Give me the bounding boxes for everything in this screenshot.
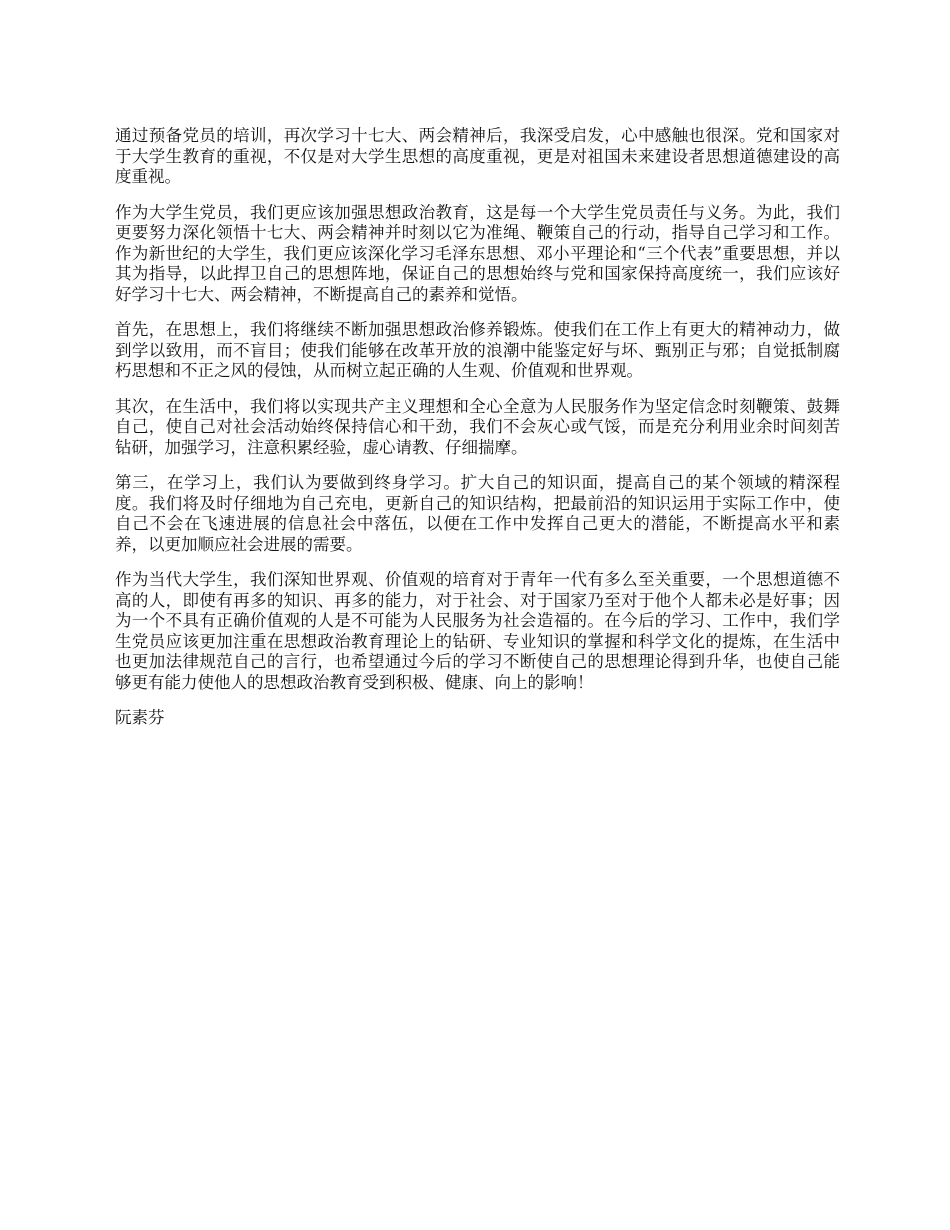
document-page [115, 126, 840, 729]
author-signature: 阮素芬 [115, 708, 165, 727]
paragraph-intro: 通过预备党员的培训，再次学习十七大、两会精神后，我深受启发，心中感触也很深。党和国家对于大学生教育的重视，不仅是对大学生思想的高度重视，更是对祖国未来建设者思想道德建设的高度重视。 [115, 126, 840, 186]
paragraph-life: 其次，在生活中，我们将以实现共产主义理想和全心全意为人民服务作为坚定信念时刻鞭策、鼓舞自己，使自己对社会活动始终保持信心和干劲，我们不会灰心或气馁，而是充分利用业余时间刻苦钻研，加强学习，注意积累经验，虚心请教、仔细揣摩。 [115, 396, 840, 457]
paragraph-study: 第三，在学习上，我们认为要做到终身学习。扩大自己的知识面，提高自己的某个领域的精深程度。我们将及时仔细地为自己充电，更新自己的知识结构，把最前沿的知识运用于实际工作中，使自己不会在飞速进展的信息社会中落伍，以便在工作中发挥自己更大的潜能，不断提高水平和素养，以更加顺应社会进展的需要。 [115, 473, 840, 554]
paragraph-thought: 首先，在思想上，我们将继续不断加强思想政治修养锻炼。使我们在工作上有更大的精神动力，做到学以致用，而不盲目；使我们能够在改革开放的浪潮中能鉴定好与坏、甄别正与邪；自觉抵制腐朽思想和不正之风的侵蚀，从而树立起正确的人生观、价值观和世界观。 [115, 320, 840, 380]
paragraph-duty: 作为大学生党员，我们更应该加强思想政治教育，这是每一个大学生党员责任与义务。为此，我们更要努力深化领悟十七大、两会精神并时刻以它为准绳、鞭策自己的行动，指导自己学习和工作。作为新世纪的大学生，我们更应该深化学习毛泽东思想、邓小平理论和“三个代表”重要思想，并以其为指导，以此捍卫自己的思想阵地，保证自己的思想始终与党和国家保持高度统一，我们应该好好学习十七大、两会精神，不断提高自己的素养和觉悟。 [115, 202, 840, 304]
paragraph-conclusion: 作为当代大学生，我们深知世界观、价值观的培育对于青年一代有多么至关重要，一个思想道德不高的人，即使有再多的知识、再多的能力，对于社会、对于国家乃至对于他个人都未必是好事；因为一个不具有正确价值观的人是不可能为人民服务为社会造福的。在今后的学习、工作中，我们学生党员应该更加注重在思想政治教育理论上的钻研、专业知识的掌握和科学文化的提炼，在生活中也更加法律规范自己的言行，也希望通过今后的学习不断使自己的思想理论得到升华，也使自己能够更有能力使他人的思想政治教育受到积极、健康、向上的影响！ [115, 570, 840, 692]
